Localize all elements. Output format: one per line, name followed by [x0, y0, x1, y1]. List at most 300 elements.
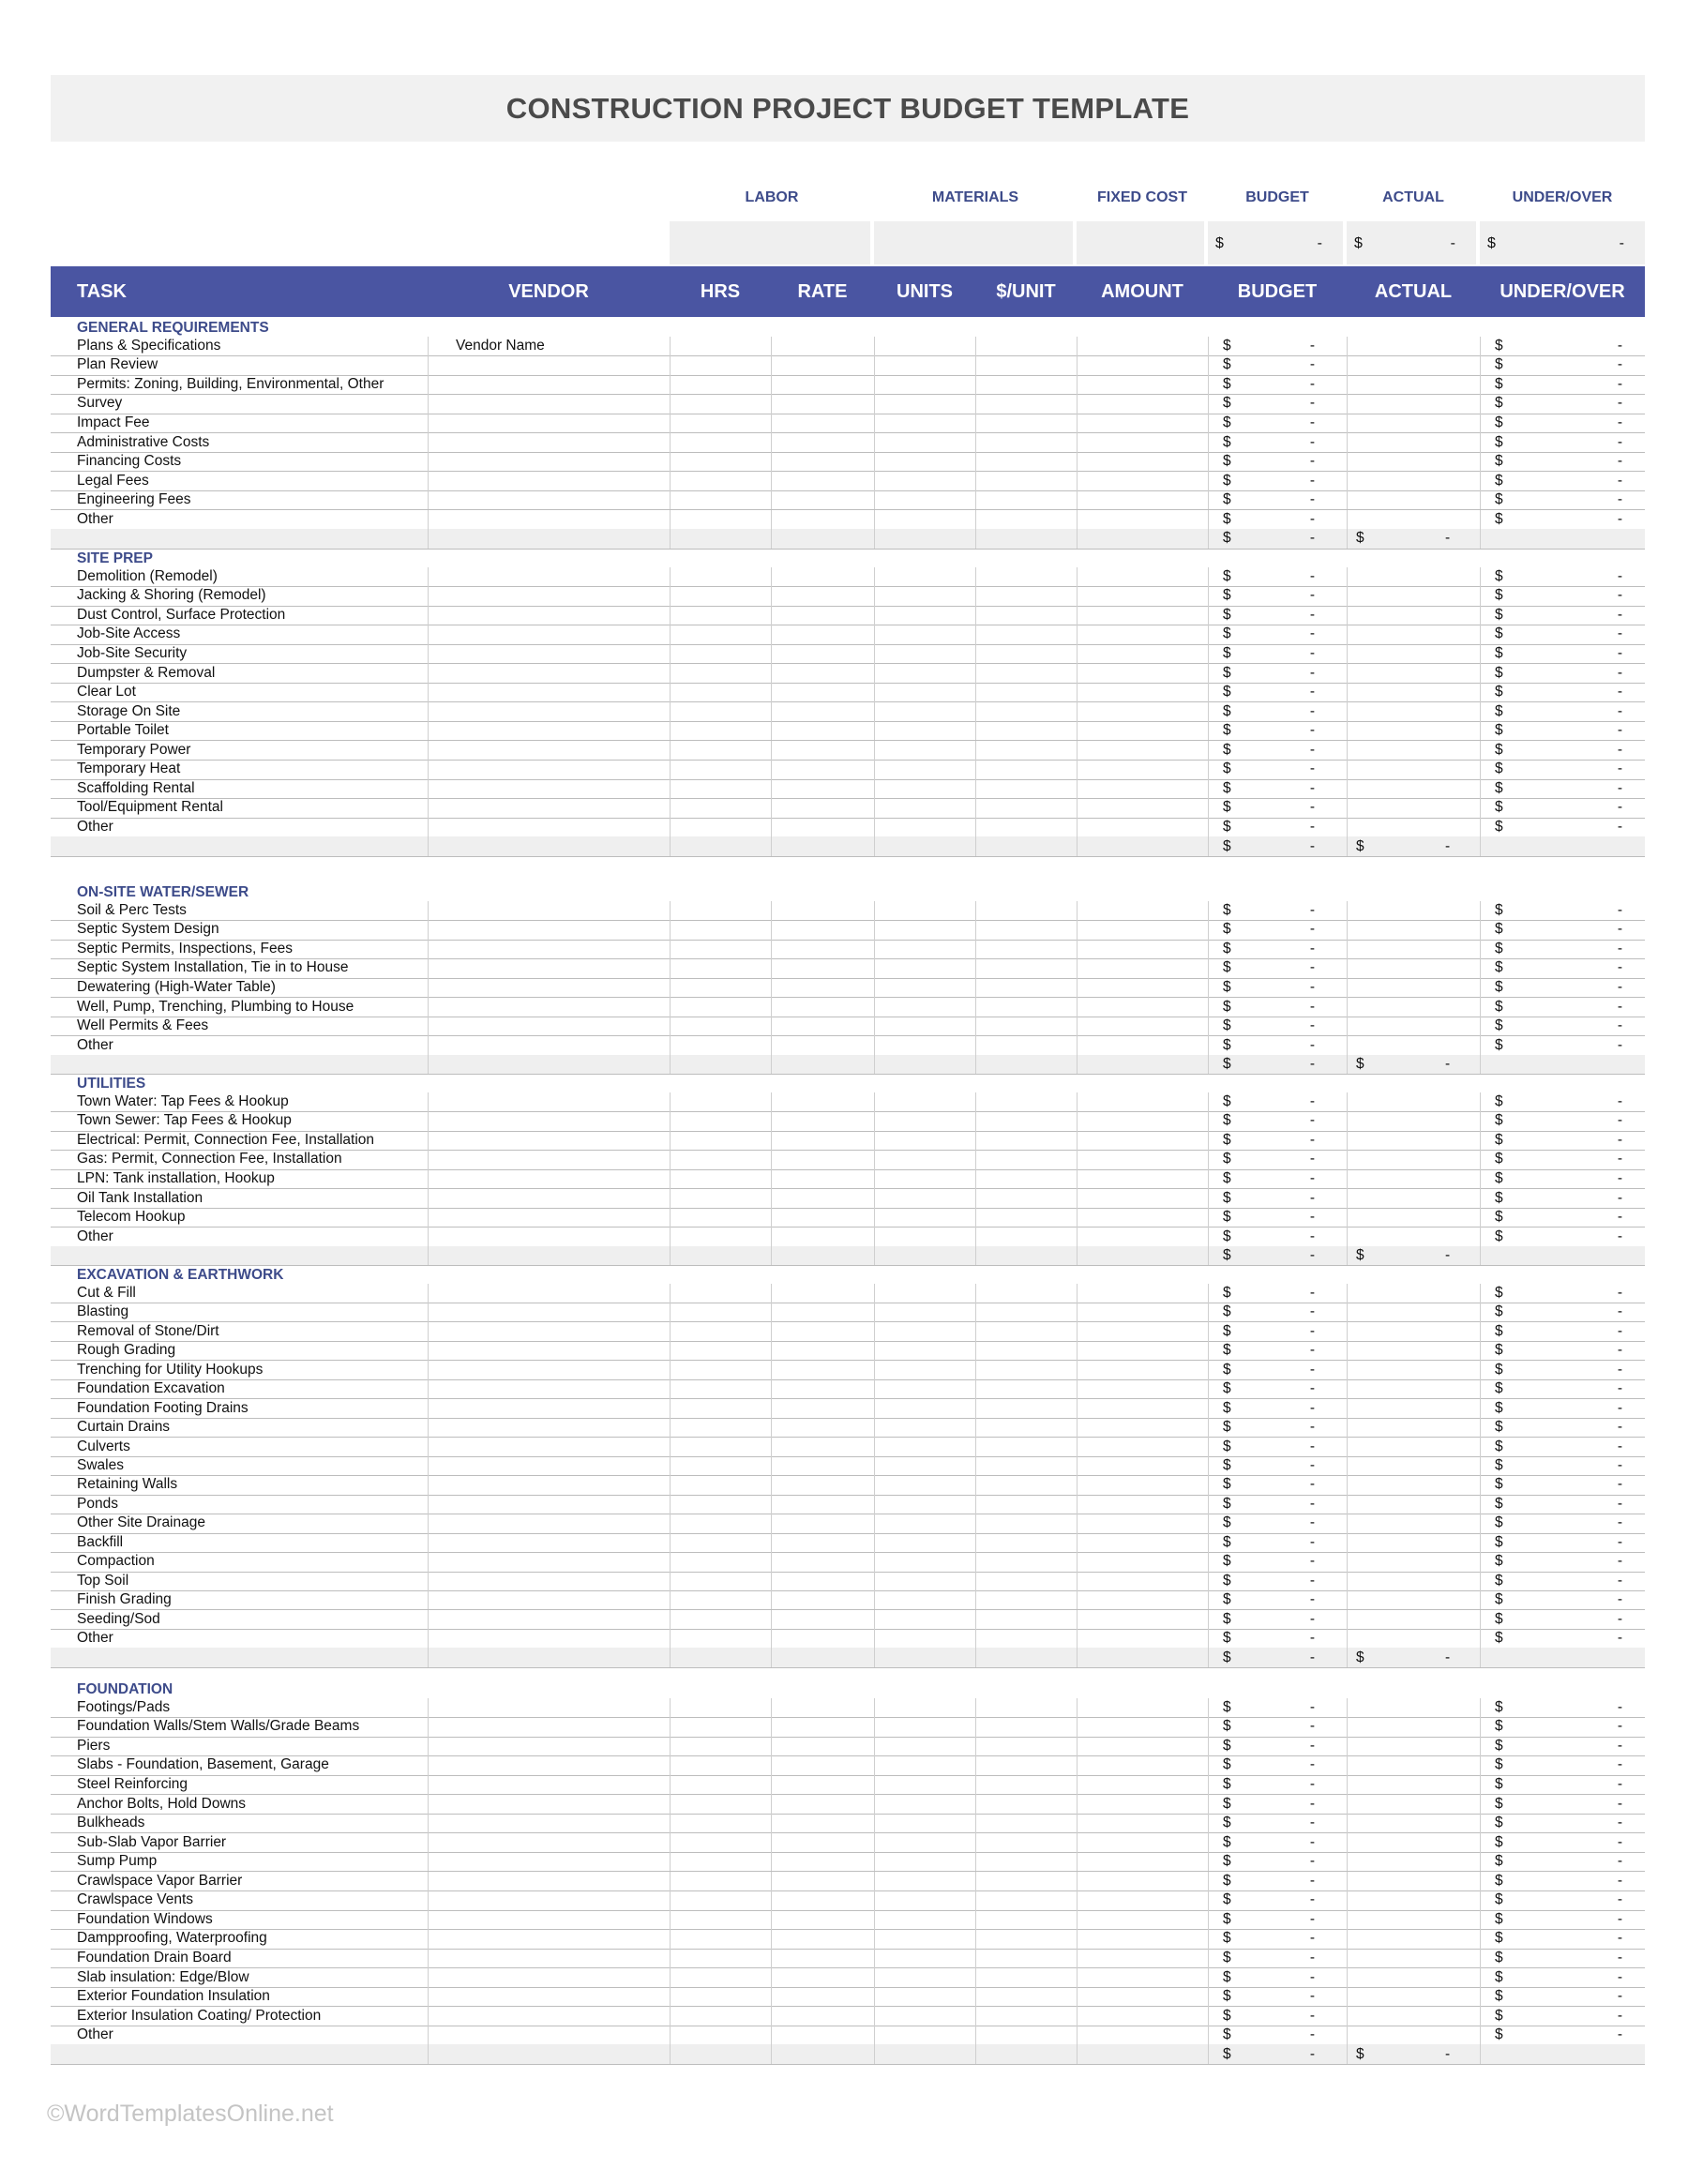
cell-rate[interactable] — [771, 1341, 874, 1360]
cell-actual[interactable] — [1347, 818, 1480, 837]
cell-hrs[interactable] — [670, 1698, 771, 1718]
cell-actual[interactable] — [1347, 1755, 1480, 1775]
cell-rate[interactable] — [771, 798, 874, 818]
cell-per-unit[interactable] — [975, 1418, 1077, 1437]
cell-rate[interactable] — [771, 414, 874, 433]
cell-vendor[interactable] — [428, 1872, 670, 1891]
cell-units[interactable] — [874, 2026, 975, 2045]
cell-actual[interactable] — [1347, 1131, 1480, 1151]
cell-per-unit[interactable] — [975, 1572, 1077, 1590]
cell-per-unit[interactable] — [975, 337, 1077, 356]
cell-vendor[interactable] — [428, 1572, 670, 1590]
cell-actual[interactable] — [1347, 1890, 1480, 1910]
cell-hrs[interactable] — [670, 1475, 771, 1494]
cell-under-over[interactable] — [1480, 1246, 1645, 1266]
cell-amount[interactable] — [1077, 1910, 1208, 1930]
cell-per-unit[interactable] — [975, 940, 1077, 959]
cell-amount[interactable] — [1077, 1872, 1208, 1891]
cell-units[interactable] — [874, 1910, 975, 1930]
cell-vendor[interactable] — [428, 1437, 670, 1455]
cell-hrs[interactable] — [670, 1648, 771, 1667]
cell-amount[interactable] — [1077, 1035, 1208, 1055]
cell-hrs[interactable] — [670, 901, 771, 921]
cell-units[interactable] — [874, 567, 975, 587]
cell-amount[interactable] — [1077, 1398, 1208, 1417]
cell-vendor[interactable] — [428, 1832, 670, 1852]
cell-amount[interactable] — [1077, 1987, 1208, 2007]
cell-task[interactable] — [51, 2044, 428, 2064]
cell-vendor[interactable] — [428, 567, 670, 587]
cell-actual[interactable] — [1347, 1852, 1480, 1872]
cell-rate[interactable] — [771, 1188, 874, 1208]
cell-rate[interactable] — [771, 1794, 874, 1814]
cell-units[interactable] — [874, 1035, 975, 1055]
cell-actual[interactable] — [1347, 414, 1480, 433]
cell-amount[interactable] — [1077, 721, 1208, 741]
cell-amount[interactable] — [1077, 1572, 1208, 1590]
cell-per-unit[interactable] — [975, 586, 1077, 606]
cell-units[interactable] — [874, 1737, 975, 1756]
cell-per-unit[interactable] — [975, 1949, 1077, 1968]
cell-actual[interactable] — [1347, 375, 1480, 395]
cell-actual[interactable] — [1347, 978, 1480, 998]
cell-rate[interactable] — [771, 625, 874, 644]
cell-amount[interactable] — [1077, 1648, 1208, 1667]
cell-vendor[interactable] — [428, 1188, 670, 1208]
cell-hrs[interactable] — [670, 978, 771, 998]
cell-hrs[interactable] — [670, 1852, 771, 1872]
cell-rate[interactable] — [771, 1418, 874, 1437]
cell-vendor[interactable] — [428, 490, 670, 510]
cell-hrs[interactable] — [670, 1832, 771, 1852]
cell-amount[interactable] — [1077, 1832, 1208, 1852]
cell-rate[interactable] — [771, 901, 874, 921]
cell-actual[interactable] — [1347, 1717, 1480, 1737]
cell-amount[interactable] — [1077, 683, 1208, 702]
cell-actual[interactable] — [1347, 997, 1480, 1017]
cell-amount[interactable] — [1077, 1852, 1208, 1872]
cell-units[interactable] — [874, 1456, 975, 1475]
cell-vendor[interactable] — [428, 432, 670, 452]
under-over-total-box[interactable] — [1480, 221, 1645, 264]
cell-vendor[interactable] — [428, 779, 670, 799]
cell-per-unit[interactable] — [975, 452, 1077, 472]
cell-amount[interactable] — [1077, 1246, 1208, 1266]
cell-under-over[interactable] — [1480, 2044, 1645, 2064]
cell-per-unit[interactable] — [975, 1610, 1077, 1629]
cell-hrs[interactable] — [670, 1890, 771, 1910]
cell-units[interactable] — [874, 1150, 975, 1169]
cell-rate[interactable] — [771, 1475, 874, 1494]
cell-actual[interactable] — [1347, 2006, 1480, 2026]
cell-actual[interactable] — [1347, 1794, 1480, 1814]
cell-amount[interactable] — [1077, 394, 1208, 414]
cell-amount[interactable] — [1077, 1495, 1208, 1514]
cell-vendor[interactable] — [428, 1475, 670, 1494]
cell-hrs[interactable] — [670, 663, 771, 683]
cell-hrs[interactable] — [670, 529, 771, 549]
cell-amount[interactable] — [1077, 1610, 1208, 1629]
cell-rate[interactable] — [771, 1832, 874, 1852]
cell-per-unit[interactable] — [975, 978, 1077, 998]
cell-rate[interactable] — [771, 1131, 874, 1151]
cell-rate[interactable] — [771, 375, 874, 395]
cell-actual[interactable] — [1347, 741, 1480, 761]
cell-under-over[interactable] — [1480, 836, 1645, 856]
cell-units[interactable] — [874, 1169, 975, 1189]
cell-hrs[interactable] — [670, 997, 771, 1017]
cell-amount[interactable] — [1077, 958, 1208, 978]
cell-actual[interactable] — [1347, 1246, 1480, 1266]
cell-vendor[interactable] — [428, 1755, 670, 1775]
cell-units[interactable] — [874, 586, 975, 606]
cell-units[interactable] — [874, 1321, 975, 1340]
cell-vendor[interactable] — [428, 1610, 670, 1629]
cell-amount[interactable] — [1077, 1929, 1208, 1949]
cell-under-over[interactable] — [1480, 529, 1645, 549]
cell-units[interactable] — [874, 920, 975, 940]
cell-per-unit[interactable] — [975, 1929, 1077, 1949]
cell-vendor[interactable] — [428, 1987, 670, 2007]
cell-units[interactable] — [874, 1717, 975, 1737]
cell-units[interactable] — [874, 1949, 975, 1968]
cell-units[interactable] — [874, 606, 975, 625]
cell-actual[interactable] — [1347, 567, 1480, 587]
cell-amount[interactable] — [1077, 1794, 1208, 1814]
cell-vendor[interactable] — [428, 1150, 670, 1169]
cell-per-unit[interactable] — [975, 1111, 1077, 1131]
cell-amount[interactable] — [1077, 1967, 1208, 1987]
cell-rate[interactable] — [771, 1533, 874, 1552]
cell-vendor[interactable] — [428, 414, 670, 433]
cell-units[interactable] — [874, 414, 975, 433]
cell-rate[interactable] — [771, 1246, 874, 1266]
cell-rate[interactable] — [771, 1755, 874, 1775]
cell-units[interactable] — [874, 836, 975, 856]
cell-task[interactable] — [51, 1055, 428, 1075]
cell-hrs[interactable] — [670, 1246, 771, 1266]
cell-amount[interactable] — [1077, 1284, 1208, 1303]
cell-actual[interactable] — [1347, 1552, 1480, 1571]
cell-rate[interactable] — [771, 1987, 874, 2007]
cell-per-unit[interactable] — [975, 2006, 1077, 2026]
cell-rate[interactable] — [771, 1590, 874, 1609]
cell-units[interactable] — [874, 1832, 975, 1852]
cell-amount[interactable] — [1077, 818, 1208, 837]
cell-per-unit[interactable] — [975, 1514, 1077, 1532]
cell-actual[interactable] — [1347, 471, 1480, 490]
cell-vendor[interactable] — [428, 1629, 670, 1648]
fixed-cost-total-box[interactable] — [1077, 221, 1204, 264]
cell-units[interactable] — [874, 1055, 975, 1075]
cell-vendor[interactable] — [428, 1852, 670, 1872]
cell-hrs[interactable] — [670, 1456, 771, 1475]
cell-amount[interactable] — [1077, 1092, 1208, 1112]
cell-amount[interactable] — [1077, 1111, 1208, 1131]
cell-actual[interactable] — [1347, 1092, 1480, 1112]
cell-per-unit[interactable] — [975, 1698, 1077, 1718]
cell-per-unit[interactable] — [975, 818, 1077, 837]
cell-per-unit[interactable] — [975, 1284, 1077, 1303]
cell-units[interactable] — [874, 1131, 975, 1151]
cell-amount[interactable] — [1077, 1514, 1208, 1532]
cell-vendor[interactable] — [428, 1398, 670, 1417]
cell-hrs[interactable] — [670, 1590, 771, 1609]
cell-units[interactable] — [874, 529, 975, 549]
cell-per-unit[interactable] — [975, 414, 1077, 433]
cell-units[interactable] — [874, 1379, 975, 1398]
cell-actual[interactable] — [1347, 701, 1480, 721]
cell-vendor[interactable] — [428, 375, 670, 395]
cell-per-unit[interactable] — [975, 1737, 1077, 1756]
cell-units[interactable] — [874, 1967, 975, 1987]
cell-rate[interactable] — [771, 683, 874, 702]
cell-amount[interactable] — [1077, 741, 1208, 761]
cell-actual[interactable] — [1347, 1284, 1480, 1303]
cell-actual[interactable] — [1347, 606, 1480, 625]
budget-total-box[interactable] — [1208, 221, 1343, 264]
cell-rate[interactable] — [771, 567, 874, 587]
cell-vendor[interactable] — [428, 510, 670, 530]
cell-actual[interactable] — [1347, 1418, 1480, 1437]
cell-rate[interactable] — [771, 1929, 874, 1949]
cell-amount[interactable] — [1077, 1055, 1208, 1075]
cell-hrs[interactable] — [670, 1495, 771, 1514]
cell-amount[interactable] — [1077, 625, 1208, 644]
cell-per-unit[interactable] — [975, 606, 1077, 625]
cell-hrs[interactable] — [670, 1629, 771, 1648]
cell-units[interactable] — [874, 1418, 975, 1437]
cell-hrs[interactable] — [670, 958, 771, 978]
cell-amount[interactable] — [1077, 1017, 1208, 1036]
cell-rate[interactable] — [771, 1208, 874, 1228]
cell-vendor[interactable] — [428, 625, 670, 644]
cell-units[interactable] — [874, 452, 975, 472]
cell-actual[interactable] — [1347, 1872, 1480, 1891]
cell-amount[interactable] — [1077, 414, 1208, 433]
cell-hrs[interactable] — [670, 1437, 771, 1455]
cell-actual[interactable] — [1347, 1055, 1480, 1075]
cell-per-unit[interactable] — [975, 901, 1077, 921]
cell-per-unit[interactable] — [975, 529, 1077, 549]
cell-actual[interactable] — [1347, 1987, 1480, 2007]
cell-per-unit[interactable] — [975, 1967, 1077, 1987]
cell-rate[interactable] — [771, 1456, 874, 1475]
cell-per-unit[interactable] — [975, 1648, 1077, 1667]
cell-rate[interactable] — [771, 1398, 874, 1417]
cell-hrs[interactable] — [670, 1717, 771, 1737]
cell-hrs[interactable] — [670, 1017, 771, 1036]
cell-hrs[interactable] — [670, 355, 771, 375]
cell-per-unit[interactable] — [975, 958, 1077, 978]
cell-amount[interactable] — [1077, 798, 1208, 818]
cell-hrs[interactable] — [670, 818, 771, 837]
cell-actual[interactable] — [1347, 1398, 1480, 1417]
cell-units[interactable] — [874, 2044, 975, 2064]
cell-amount[interactable] — [1077, 644, 1208, 664]
cell-per-unit[interactable] — [975, 1814, 1077, 1833]
cell-per-unit[interactable] — [975, 1794, 1077, 1814]
cell-rate[interactable] — [771, 1321, 874, 1340]
cell-amount[interactable] — [1077, 1552, 1208, 1571]
cell-rate[interactable] — [771, 1910, 874, 1930]
cell-vendor[interactable] — [428, 1131, 670, 1151]
cell-vendor[interactable] — [428, 1910, 670, 1930]
cell-rate[interactable] — [771, 958, 874, 978]
cell-units[interactable] — [874, 663, 975, 683]
cell-vendor[interactable] — [428, 1418, 670, 1437]
cell-vendor[interactable] — [428, 1495, 670, 1514]
cell-units[interactable] — [874, 683, 975, 702]
cell-amount[interactable] — [1077, 375, 1208, 395]
cell-vendor[interactable] — [428, 1035, 670, 1055]
cell-hrs[interactable] — [670, 940, 771, 959]
cell-rate[interactable] — [771, 1872, 874, 1891]
cell-units[interactable] — [874, 1572, 975, 1590]
cell-actual[interactable] — [1347, 1188, 1480, 1208]
cell-hrs[interactable] — [670, 683, 771, 702]
cell-hrs[interactable] — [670, 1949, 771, 1968]
cell-actual[interactable] — [1347, 337, 1480, 356]
cell-actual[interactable] — [1347, 1150, 1480, 1169]
cell-actual[interactable] — [1347, 1303, 1480, 1321]
cell-rate[interactable] — [771, 586, 874, 606]
cell-hrs[interactable] — [670, 375, 771, 395]
cell-amount[interactable] — [1077, 1188, 1208, 1208]
cell-units[interactable] — [874, 701, 975, 721]
cell-rate[interactable] — [771, 1552, 874, 1571]
cell-actual[interactable] — [1347, 1169, 1480, 1189]
cell-amount[interactable] — [1077, 471, 1208, 490]
cell-amount[interactable] — [1077, 1360, 1208, 1378]
cell-actual[interactable] — [1347, 1475, 1480, 1494]
cell-per-unit[interactable] — [975, 355, 1077, 375]
cell-hrs[interactable] — [670, 1872, 771, 1891]
cell-rate[interactable] — [771, 644, 874, 664]
cell-rate[interactable] — [771, 1437, 874, 1455]
cell-rate[interactable] — [771, 1227, 874, 1246]
cell-task[interactable] — [51, 836, 428, 856]
cell-rate[interactable] — [771, 779, 874, 799]
cell-actual[interactable] — [1347, 1949, 1480, 1968]
cell-units[interactable] — [874, 1188, 975, 1208]
cell-vendor[interactable] — [428, 798, 670, 818]
cell-hrs[interactable] — [670, 1737, 771, 1756]
cell-rate[interactable] — [771, 760, 874, 779]
cell-task[interactable] — [51, 529, 428, 549]
cell-actual[interactable] — [1347, 1737, 1480, 1756]
cell-units[interactable] — [874, 1341, 975, 1360]
cell-hrs[interactable] — [670, 760, 771, 779]
cell-vendor[interactable] — [428, 529, 670, 549]
cell-actual[interactable] — [1347, 1208, 1480, 1228]
cell-actual[interactable] — [1347, 432, 1480, 452]
cell-per-unit[interactable] — [975, 625, 1077, 644]
cell-hrs[interactable] — [670, 1035, 771, 1055]
cell-per-unit[interactable] — [975, 567, 1077, 587]
cell-units[interactable] — [874, 1590, 975, 1609]
cell-rate[interactable] — [771, 1169, 874, 1189]
cell-per-unit[interactable] — [975, 1092, 1077, 1112]
cell-units[interactable] — [874, 741, 975, 761]
cell-actual[interactable] — [1347, 1514, 1480, 1532]
cell-units[interactable] — [874, 1017, 975, 1036]
cell-actual[interactable] — [1347, 798, 1480, 818]
cell-units[interactable] — [874, 1533, 975, 1552]
cell-amount[interactable] — [1077, 529, 1208, 549]
cell-units[interactable] — [874, 1111, 975, 1131]
cell-units[interactable] — [874, 721, 975, 741]
cell-vendor[interactable] — [428, 760, 670, 779]
cell-units[interactable] — [874, 1284, 975, 1303]
cell-units[interactable] — [874, 355, 975, 375]
cell-per-unit[interactable] — [975, 644, 1077, 664]
cell-hrs[interactable] — [670, 1755, 771, 1775]
cell-vendor[interactable] — [428, 1379, 670, 1398]
cell-actual[interactable] — [1347, 355, 1480, 375]
cell-vendor[interactable] — [428, 1055, 670, 1075]
cell-rate[interactable] — [771, 1737, 874, 1756]
cell-units[interactable] — [874, 1755, 975, 1775]
actual-total-box[interactable] — [1347, 221, 1476, 264]
cell-rate[interactable] — [771, 2044, 874, 2064]
cell-actual[interactable] — [1347, 1321, 1480, 1340]
cell-units[interactable] — [874, 1775, 975, 1795]
cell-per-unit[interactable] — [975, 1303, 1077, 1321]
cell-actual[interactable] — [1347, 1111, 1480, 1131]
cell-rate[interactable] — [771, 1303, 874, 1321]
cell-per-unit[interactable] — [975, 375, 1077, 395]
cell-vendor[interactable] — [428, 663, 670, 683]
cell-actual[interactable] — [1347, 1610, 1480, 1629]
cell-amount[interactable] — [1077, 606, 1208, 625]
cell-units[interactable] — [874, 779, 975, 799]
cell-per-unit[interactable] — [975, 798, 1077, 818]
cell-hrs[interactable] — [670, 1208, 771, 1228]
cell-actual[interactable] — [1347, 586, 1480, 606]
cell-actual[interactable] — [1347, 452, 1480, 472]
cell-rate[interactable] — [771, 1698, 874, 1718]
cell-amount[interactable] — [1077, 1475, 1208, 1494]
cell-actual[interactable] — [1347, 721, 1480, 741]
cell-per-unit[interactable] — [975, 1717, 1077, 1737]
cell-amount[interactable] — [1077, 1949, 1208, 1968]
cell-per-unit[interactable] — [975, 1890, 1077, 1910]
cell-per-unit[interactable] — [975, 510, 1077, 530]
cell-rate[interactable] — [771, 1360, 874, 1378]
cell-actual[interactable] — [1347, 1832, 1480, 1852]
cell-hrs[interactable] — [670, 2026, 771, 2045]
cell-rate[interactable] — [771, 1775, 874, 1795]
cell-per-unit[interactable] — [975, 1379, 1077, 1398]
cell-per-unit[interactable] — [975, 1246, 1077, 1266]
cell-amount[interactable] — [1077, 2044, 1208, 2064]
cell-hrs[interactable] — [670, 1379, 771, 1398]
cell-vendor[interactable] — [428, 997, 670, 1017]
cell-amount[interactable] — [1077, 355, 1208, 375]
cell-units[interactable] — [874, 901, 975, 921]
cell-units[interactable] — [874, 1303, 975, 1321]
cell-amount[interactable] — [1077, 1227, 1208, 1246]
cell-actual[interactable] — [1347, 1360, 1480, 1378]
cell-units[interactable] — [874, 644, 975, 664]
cell-per-unit[interactable] — [975, 394, 1077, 414]
cell-rate[interactable] — [771, 529, 874, 549]
cell-per-unit[interactable] — [975, 1437, 1077, 1455]
cell-rate[interactable] — [771, 1379, 874, 1398]
cell-rate[interactable] — [771, 1629, 874, 1648]
cell-vendor[interactable] — [428, 901, 670, 921]
